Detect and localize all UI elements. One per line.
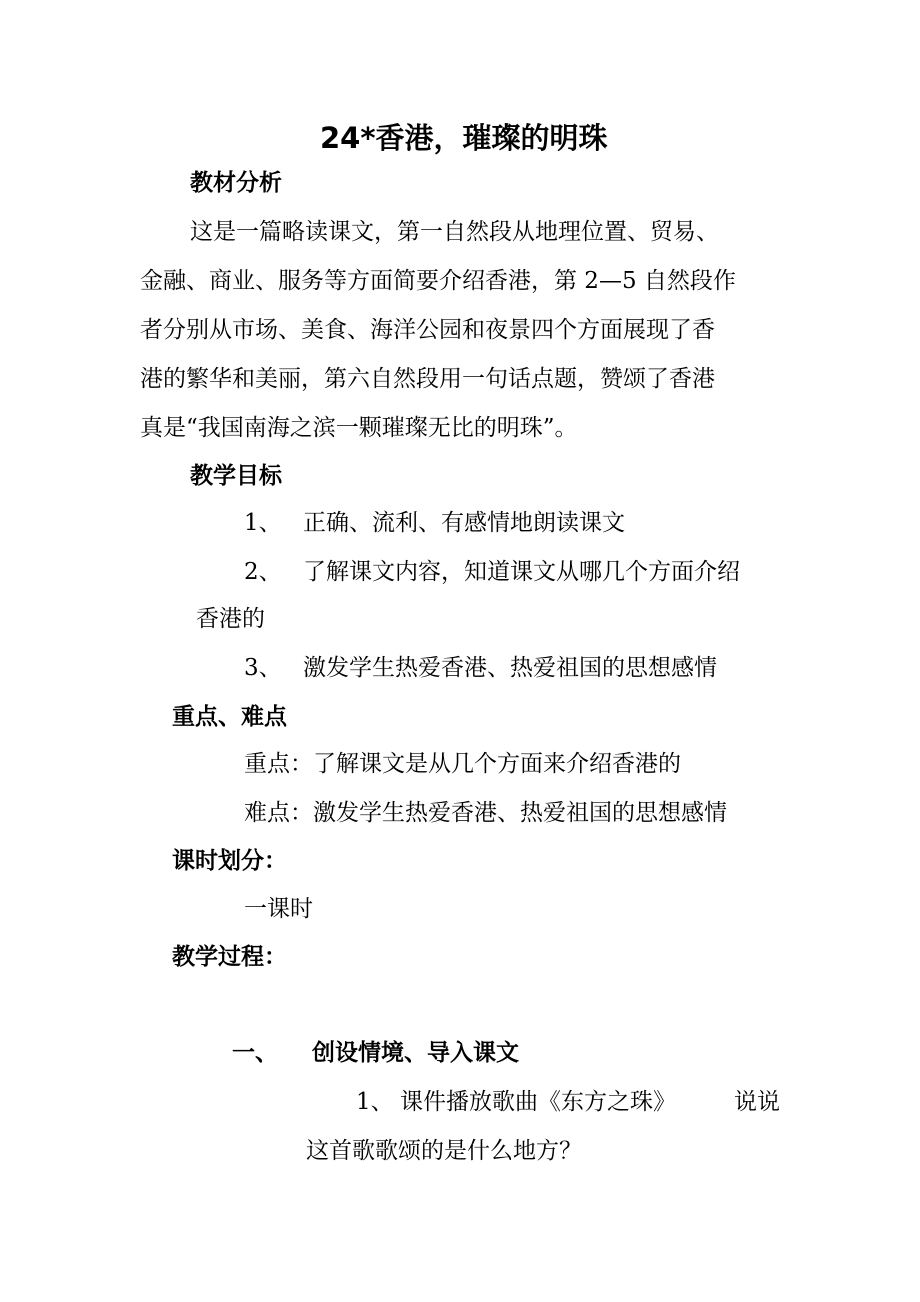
- schedule-heading: 课时划分：: [172, 848, 287, 874]
- analysis-line: 者分别从市场、美食、海洋公园和夜景四个方面展现了香: [140, 317, 715, 343]
- substep-continuation: 这首歌歌颂的是什么地方？: [306, 1138, 582, 1164]
- analysis-line: 金融、商业、服务等方面简要介绍香港，第 2—5 自然段作: [140, 268, 736, 294]
- goal-item-text: 激发学生热爱香港、热爱祖国的思想感情: [303, 655, 717, 681]
- schedule-value: 一课时: [244, 896, 313, 922]
- analysis-heading: 教材分析: [190, 170, 282, 196]
- substep-text-tail: 说说: [734, 1089, 780, 1115]
- goal-item-number: 2、: [244, 559, 282, 585]
- goal-item-number: 1、: [244, 510, 282, 536]
- key-points-heading: 重点、难点: [172, 704, 287, 730]
- process-heading: 教学过程：: [172, 944, 287, 970]
- difficulty-text: 难点：激发学生热爱香港、热爱祖国的思想感情: [244, 800, 727, 826]
- step-title: 创设情境、导入课文: [312, 1040, 519, 1066]
- goal-item-number: 3、: [244, 655, 282, 681]
- step-number: 一、: [232, 1040, 278, 1066]
- goal-item-continuation: 香港的: [196, 606, 265, 632]
- key-point-text: 重点：了解课文是从几个方面来介绍香港的: [244, 751, 681, 777]
- goals-heading: 教学目标: [190, 463, 282, 489]
- analysis-line: 港的繁华和美丽，第六自然段用一句话点题，赞颂了香港: [140, 366, 715, 392]
- substep-text: 课件播放歌曲《东方之珠》: [400, 1089, 676, 1115]
- analysis-line: 真是“我国南海之滨一颗璀璨无比的明珠”。: [140, 415, 578, 441]
- goal-item-text: 正确、流利、有感情地朗读课文: [303, 510, 625, 536]
- substep-number: 1、: [356, 1089, 394, 1115]
- goal-item-text: 了解课文内容，知道课文从哪几个方面介绍: [303, 559, 740, 585]
- document-title: 24*香港，璀璨的明珠: [320, 121, 608, 155]
- analysis-line: 这是一篇略读课文，第一自然段从地理位置、贸易、: [190, 219, 719, 245]
